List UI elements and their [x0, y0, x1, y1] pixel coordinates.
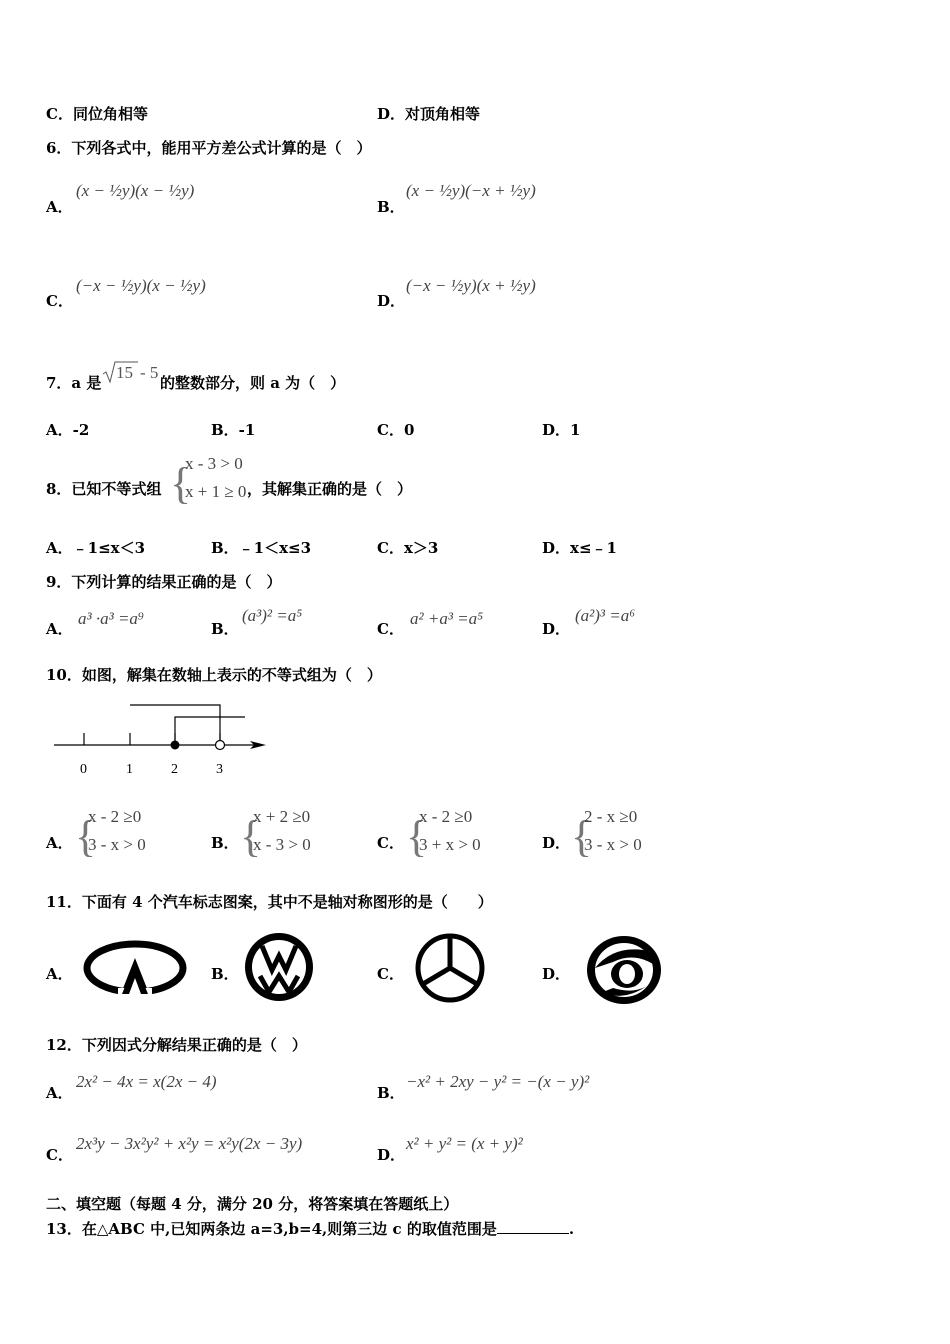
- q8-line1: x - 3 > 0: [185, 454, 243, 473]
- q11-d-label: D．: [542, 965, 571, 983]
- q9-c-expr: a² +a³ =a⁵: [410, 609, 484, 628]
- q10-d-label: D．: [542, 834, 571, 852]
- tick-label-3: 3: [216, 762, 223, 777]
- q7-option-a: A．-2: [46, 421, 90, 439]
- q9-b-expr: (a³)² =a⁵: [242, 606, 303, 625]
- q10-a-line2: 3 - x > 0: [88, 835, 146, 854]
- q12-b-expr: −x² + 2xy − y² = −(x − y)²: [406, 1072, 590, 1091]
- q10-a-brace: {: [75, 812, 97, 861]
- tick-label-2: 2: [171, 762, 178, 777]
- q8-stem-post: ，其解集正确的是（ ）: [247, 480, 413, 498]
- q5-option-d: D．对顶角相等: [377, 105, 481, 123]
- q12-a-label: A．: [46, 1084, 73, 1102]
- q6-c-label: C．: [46, 292, 73, 310]
- q11-b-label: B．: [211, 965, 239, 983]
- q9-d-expr: (a²)³ =a⁶: [575, 606, 636, 625]
- q6-a-expr: (x − ½y)(x − ½y): [76, 181, 195, 200]
- q8-option-d: D．x≤﹣1: [542, 539, 617, 557]
- q6-b-expr: (x − ½y)(−x + ½y): [406, 181, 536, 200]
- q6-c-expr: (−x − ½y)(x − ½y): [76, 276, 206, 295]
- q11-a-label: A．: [46, 965, 73, 983]
- infiniti-logo-icon: [82, 938, 188, 1000]
- q7-minus-five: - 5: [140, 363, 159, 382]
- q6-b-label: B．: [377, 198, 405, 216]
- q10-stem: 10．如图，解集在数轴上表示的不等式组为（ ）: [46, 666, 382, 684]
- q10-c-line2: 3 + x > 0: [419, 835, 481, 854]
- tick-label-0: 0: [80, 762, 87, 777]
- q9-a-expr: a³ ·a³ =a⁹: [78, 609, 144, 628]
- q7-stem-post: 的整数部分，则 a 为（ ）: [160, 374, 346, 392]
- q8-line2: x + 1 ≥ 0: [185, 482, 247, 501]
- tick-label-1: 1: [126, 762, 133, 777]
- q12-d-label: D．: [377, 1146, 406, 1164]
- q8-option-b: B．﹣1＜x≤3: [211, 539, 312, 557]
- q10-b-brace: {: [240, 812, 262, 861]
- q10-c-brace: {: [406, 812, 428, 861]
- q9-a-label: A．: [46, 620, 73, 638]
- q11-stem: 11．下面有 4 个汽车标志图案，其中不是轴对称图形的是（ ）: [46, 893, 493, 911]
- q10-a-line1: x - 2 ≥0: [88, 807, 142, 826]
- volkswagen-logo-icon: [240, 930, 318, 1004]
- mercedes-logo-icon: [410, 933, 490, 1003]
- bracket-ge-2: [175, 717, 245, 745]
- q9-c-label: C．: [377, 620, 404, 638]
- q6-d-label: D．: [377, 292, 406, 310]
- q10-c-line1: x - 2 ≥0: [419, 807, 473, 826]
- q8-option-c: C．x＞3: [377, 539, 439, 557]
- q10-a-label: A．: [46, 834, 73, 852]
- q10-b-label: B．: [211, 834, 239, 852]
- q10-d-line2: 3 - x > 0: [584, 835, 642, 854]
- q7-stem-pre: 7．a 是: [46, 374, 102, 392]
- q12-d-expr: x² + y² = (x + y)²: [406, 1134, 523, 1153]
- q8-brace: {: [170, 459, 192, 508]
- q6-d-expr: (−x − ½y)(x + ½y): [406, 276, 536, 295]
- q6-stem: 6．下列各式中，能用平方差公式计算的是（ ）: [46, 139, 372, 157]
- q13-end: .: [568, 1220, 575, 1238]
- q10-d-line1: 2 - x ≥0: [584, 807, 638, 826]
- q10-d-brace: {: [571, 812, 593, 861]
- q10-b-line1: x + 2 ≥0: [253, 807, 311, 826]
- q13-answer-blank[interactable]: [497, 1219, 569, 1234]
- q10-a-system: [88, 803, 146, 859]
- q12-b-label: B．: [377, 1084, 405, 1102]
- q9-stem: 9．下列计算的结果正确的是（ ）: [46, 573, 282, 591]
- q9-b-label: B．: [211, 620, 239, 638]
- q7-option-b: B．-1: [211, 421, 256, 439]
- closed-dot-2: [171, 741, 180, 750]
- q11-c-label: C．: [377, 965, 404, 983]
- q8-option-a: A．﹣1≤x＜3: [46, 539, 146, 557]
- q12-a-expr: 2x² − 4x = x(2x − 4): [76, 1072, 217, 1091]
- q6-a-label: A．: [46, 198, 73, 216]
- q5-option-c: C．同位角相等: [46, 105, 148, 123]
- dongfeng-logo-icon: [583, 932, 665, 1008]
- q12-stem: 12．下列因式分解结果正确的是（ ）: [46, 1036, 307, 1054]
- q7-radicand: 15: [116, 363, 133, 382]
- number-line-figure: [50, 700, 280, 780]
- section-2-title: 二、填空题（每题 4 分，满分 20 分，将答案填在答题纸上）: [46, 1195, 459, 1213]
- q9-d-label: D．: [542, 620, 571, 638]
- q10-c-system: [419, 803, 481, 859]
- q10-c-label: C．: [377, 834, 404, 852]
- q8-stem-pre: 8．已知不等式组: [46, 480, 162, 498]
- q12-c-label: C．: [46, 1146, 73, 1164]
- q8-system: [185, 450, 246, 506]
- q10-b-system: [253, 803, 311, 859]
- open-dot-3: [216, 741, 225, 750]
- q7-option-c: C．0: [377, 421, 415, 439]
- q13-stem: 13．在△ABC 中,已知两条边 a=3,b=4,则第三边 c 的取值范围是: [46, 1220, 497, 1238]
- q10-b-line2: x - 3 > 0: [253, 835, 311, 854]
- q13-line: [46, 1218, 574, 1239]
- q10-d-system: [584, 803, 642, 859]
- q12-c-expr: 2x³y − 3x²y² + x²y = x²y(2x − 3y): [76, 1134, 303, 1153]
- q7-option-d: D．1: [542, 421, 581, 439]
